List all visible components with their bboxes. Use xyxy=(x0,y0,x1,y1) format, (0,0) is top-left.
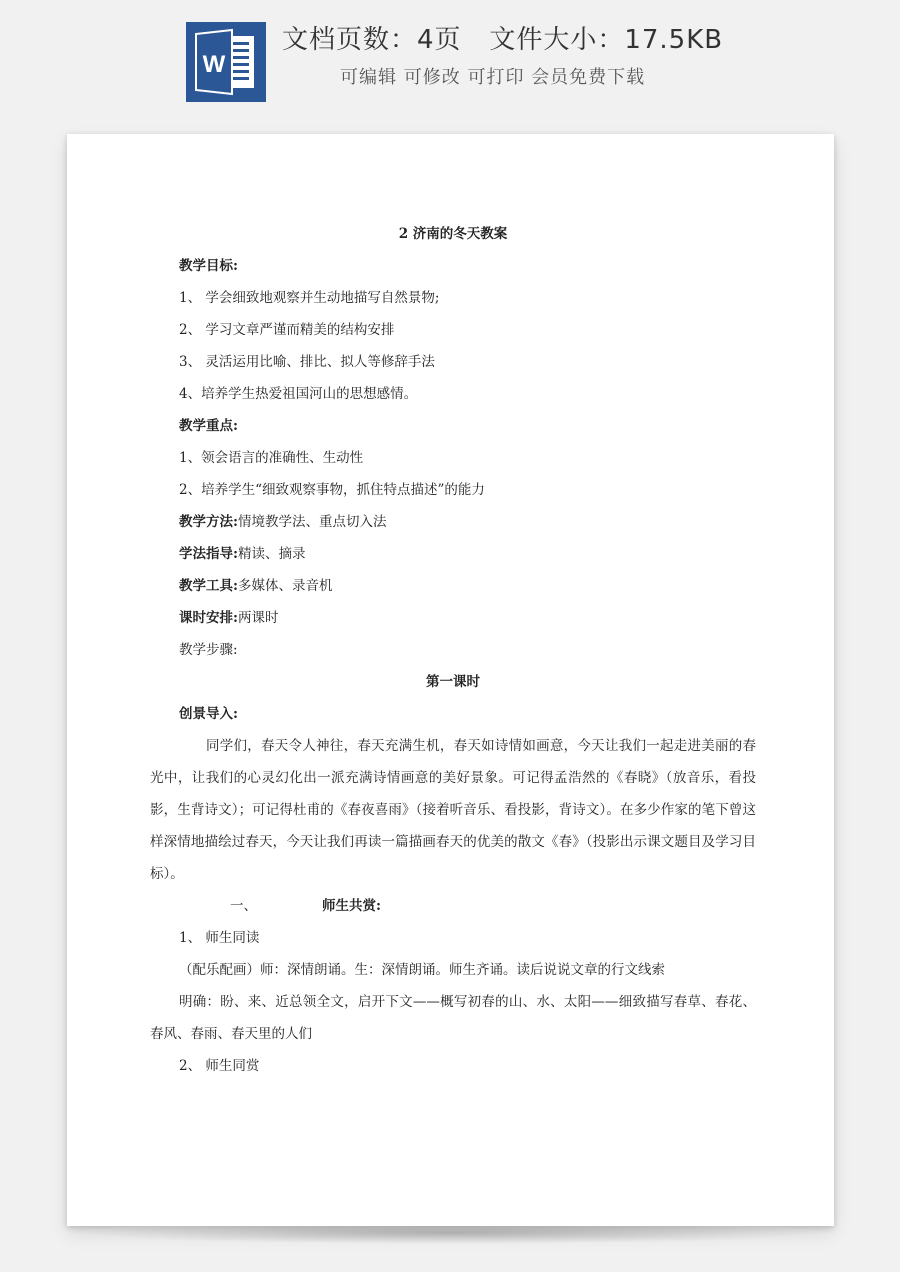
key-point-item: 1、领会语言的准确性、生动性 xyxy=(179,450,364,466)
list-item: 1、 师生同读 xyxy=(179,930,260,946)
document-title: 2 济南的冬天教案 xyxy=(398,226,508,242)
goal-item: 3、 灵活运用比喻、排比、拟人等修辞手法 xyxy=(179,354,435,370)
list-item-detail: （配乐配画）师：深情朗诵。生：深情朗诵。师生齐诵。读后说说文章的行文线索 xyxy=(179,962,665,978)
section-title: 师生共赏: xyxy=(322,898,381,914)
lesson-title: 第一课时 xyxy=(426,674,480,690)
study-guidance-line xyxy=(150,538,756,570)
schedule-label: 课时安排: xyxy=(179,610,238,626)
teaching-tools-value: 多媒体、录音机 xyxy=(237,578,333,594)
list-item: 2、 师生同赏 xyxy=(179,1058,260,1074)
document-page xyxy=(67,134,834,1226)
goal-item: 1、 学会细致地观察并生动地描写自然景物; xyxy=(179,290,440,306)
list-item-explanation: 明确：盼、来、近总领全文，启开下文——概写初春的山、水、太阳——细致描写春草、春花、春风、春雨、春天里的人们 xyxy=(150,994,756,1042)
key-point-item: 2、培养学生“细致观察事物，抓住特点描述”的能力 xyxy=(179,482,485,498)
header-banner xyxy=(0,0,900,120)
goal-item: 2、 学习文章严谨而精美的结构安排 xyxy=(179,322,395,338)
teaching-method-label: 教学方法: xyxy=(179,514,238,530)
section-number: 一、 xyxy=(230,898,257,914)
study-guidance-label: 学法指导: xyxy=(179,546,238,562)
goals-heading: 教学目标: xyxy=(179,258,238,274)
schedule-line xyxy=(150,602,756,634)
file-features-subtitle: 可编辑 可修改 可打印 会员免费下载 xyxy=(340,67,646,88)
teaching-steps-label: 教学步骤: xyxy=(179,642,238,658)
section-heading xyxy=(150,890,756,922)
teaching-tools-line xyxy=(150,570,756,602)
key-points-heading: 教学重点: xyxy=(179,418,238,434)
teaching-method-line xyxy=(150,506,756,538)
study-guidance-value: 精读、摘录 xyxy=(237,546,306,562)
file-info-title: 文档页数：4页 文件大小：17.5KB xyxy=(282,25,724,55)
svg-text:W: W xyxy=(202,51,226,78)
intro-heading: 创景导入: xyxy=(179,706,238,722)
goal-item: 4、培养学生热爱祖国河山的思想感情。 xyxy=(179,386,418,402)
schedule-value: 两课时 xyxy=(237,610,279,626)
word-document-icon xyxy=(186,22,266,102)
intro-paragraph: 同学们，春天令人神往，春天充满生机，春天如诗情如画意，今天让我们一起走进美丽的春光中，让我们的心灵幻化出一派充满诗情画意的美好景象。可记得孟浩然的《春晓》（放音乐，看投影，生背诗文）；可记得杜甫的《春夜喜雨》（接着听音乐、看投影，背诗文）。在多少作家的笔下曾这样深情地描绘过春天，今天让我们再读一篇描画春天的优美的散文《春》（投影出示课文题目及学习目标）。 xyxy=(150,738,756,882)
document-body xyxy=(150,218,756,1082)
teaching-method-value: 情境教学法、重点切入法 xyxy=(237,514,387,530)
teaching-tools-label: 教学工具: xyxy=(179,578,238,594)
